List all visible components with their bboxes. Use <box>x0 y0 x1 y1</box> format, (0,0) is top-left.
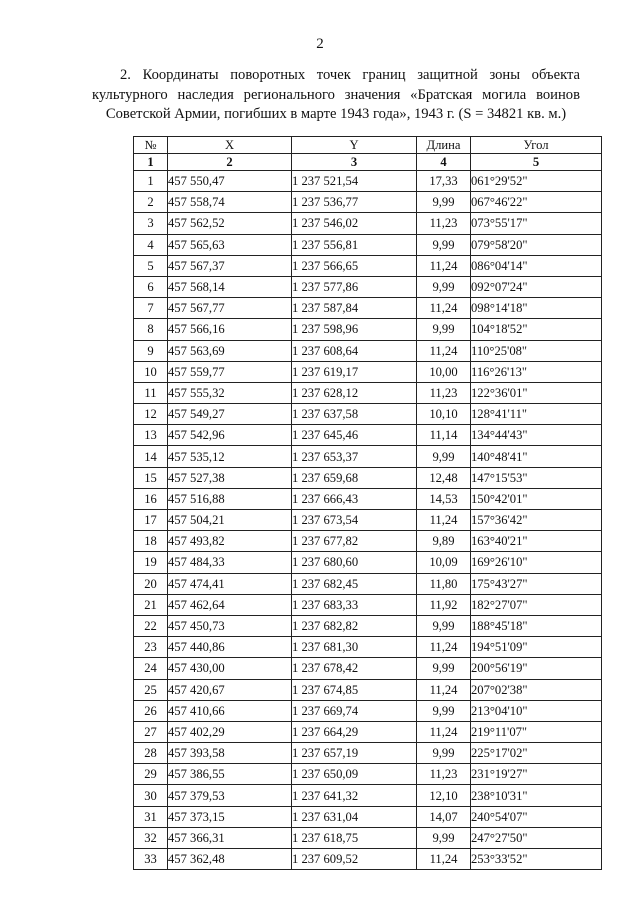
length-cell: 11,24 <box>417 721 471 742</box>
x-coordinate-cell: 457 527,38 <box>168 467 292 488</box>
x-coordinate-cell: 457 474,41 <box>168 573 292 594</box>
angle-cell: 194°51'09" <box>471 637 602 658</box>
y-coordinate-cell: 1 237 650,09 <box>292 764 417 785</box>
x-coordinate-cell: 457 462,64 <box>168 594 292 615</box>
angle-cell: 104°18'52" <box>471 319 602 340</box>
point-number-cell: 3 <box>134 213 168 234</box>
x-coordinate-cell: 457 366,31 <box>168 827 292 848</box>
angle-cell: 213°04'10" <box>471 700 602 721</box>
angle-cell: 140°48'41" <box>471 446 602 467</box>
angle-cell: 182°27'07" <box>471 594 602 615</box>
section-heading <box>92 66 580 125</box>
point-number-cell: 13 <box>134 425 168 446</box>
y-coordinate-cell: 1 237 577,86 <box>292 276 417 297</box>
angle-cell: 240°54'07" <box>471 806 602 827</box>
x-coordinate-cell: 457 558,74 <box>168 192 292 213</box>
point-number-cell: 16 <box>134 488 168 509</box>
point-number-cell: 25 <box>134 679 168 700</box>
x-coordinate-cell: 457 410,66 <box>168 700 292 721</box>
x-coordinate-cell: 457 550,47 <box>168 171 292 192</box>
point-number-cell: 23 <box>134 637 168 658</box>
point-number-cell: 1 <box>134 171 168 192</box>
x-coordinate-cell: 457 362,48 <box>168 849 292 870</box>
length-cell: 9,99 <box>417 276 471 297</box>
table-row <box>134 637 602 658</box>
x-coordinate-cell: 457 567,77 <box>168 298 292 319</box>
y-coordinate-cell: 1 237 645,46 <box>292 425 417 446</box>
length-cell: 9,99 <box>417 615 471 636</box>
x-coordinate-cell: 457 516,88 <box>168 488 292 509</box>
y-coordinate-cell: 1 237 536,77 <box>292 192 417 213</box>
index-cell: 5 <box>471 154 602 171</box>
angle-cell: 225°17'02" <box>471 743 602 764</box>
table-row <box>134 382 602 403</box>
angle-cell: 061°29'52" <box>471 171 602 192</box>
y-coordinate-cell: 1 237 657,19 <box>292 743 417 764</box>
x-coordinate-cell: 457 440,86 <box>168 637 292 658</box>
angle-cell: 122°36'01" <box>471 382 602 403</box>
angle-cell: 147°15'53" <box>471 467 602 488</box>
index-cell: 3 <box>292 154 417 171</box>
y-coordinate-cell: 1 237 637,58 <box>292 404 417 425</box>
angle-cell: 098°14'18" <box>471 298 602 319</box>
coordinates-table <box>133 136 602 870</box>
y-coordinate-cell: 1 237 682,45 <box>292 573 417 594</box>
point-number-cell: 14 <box>134 446 168 467</box>
table-row <box>134 192 602 213</box>
length-cell: 11,14 <box>417 425 471 446</box>
length-cell: 9,99 <box>417 446 471 467</box>
angle-cell: 086°04'14" <box>471 255 602 276</box>
table-header-row <box>134 137 602 154</box>
index-cell: 2 <box>168 154 292 171</box>
table-row <box>134 594 602 615</box>
table-row <box>134 849 602 870</box>
length-cell: 11,24 <box>417 679 471 700</box>
angle-cell: 079°58'20" <box>471 234 602 255</box>
x-coordinate-cell: 457 542,96 <box>168 425 292 446</box>
point-number-cell: 6 <box>134 276 168 297</box>
angle-cell: 169°26'10" <box>471 552 602 573</box>
table-index-row <box>134 154 602 171</box>
point-number-cell: 32 <box>134 827 168 848</box>
table-row <box>134 361 602 382</box>
x-coordinate-cell: 457 562,52 <box>168 213 292 234</box>
y-coordinate-cell: 1 237 608,64 <box>292 340 417 361</box>
table-row <box>134 319 602 340</box>
table-row <box>134 234 602 255</box>
angle-cell: 150°42'01" <box>471 488 602 509</box>
length-cell: 9,99 <box>417 743 471 764</box>
length-cell: 14,07 <box>417 806 471 827</box>
length-cell: 14,53 <box>417 488 471 509</box>
length-cell: 17,33 <box>417 171 471 192</box>
angle-cell: 073°55'17" <box>471 213 602 234</box>
table-row <box>134 446 602 467</box>
length-cell: 12,48 <box>417 467 471 488</box>
y-coordinate-cell: 1 237 628,12 <box>292 382 417 403</box>
length-cell: 9,99 <box>417 827 471 848</box>
header-number: № <box>134 137 168 154</box>
length-cell: 11,24 <box>417 849 471 870</box>
x-coordinate-cell: 457 563,69 <box>168 340 292 361</box>
point-number-cell: 27 <box>134 721 168 742</box>
table-row <box>134 785 602 806</box>
header-angle: Угол <box>471 137 602 154</box>
heading-line-1: 2. Координаты поворотных точек границ защитной зоны объекта <box>120 67 580 83</box>
x-coordinate-cell: 457 393,58 <box>168 743 292 764</box>
table-row <box>134 615 602 636</box>
length-cell: 11,23 <box>417 382 471 403</box>
point-number-cell: 26 <box>134 700 168 721</box>
y-coordinate-cell: 1 237 566,65 <box>292 255 417 276</box>
angle-cell: 207°02'38" <box>471 679 602 700</box>
angle-cell: 188°45'18" <box>471 615 602 636</box>
y-coordinate-cell: 1 237 631,04 <box>292 806 417 827</box>
angle-cell: 238°10'31" <box>471 785 602 806</box>
x-coordinate-cell: 457 535,12 <box>168 446 292 467</box>
table-row <box>134 552 602 573</box>
length-cell: 11,24 <box>417 255 471 276</box>
point-number-cell: 10 <box>134 361 168 382</box>
length-cell: 9,99 <box>417 319 471 340</box>
length-cell: 11,80 <box>417 573 471 594</box>
point-number-cell: 22 <box>134 615 168 636</box>
point-number-cell: 31 <box>134 806 168 827</box>
y-coordinate-cell: 1 237 618,75 <box>292 827 417 848</box>
point-number-cell: 29 <box>134 764 168 785</box>
index-cell: 1 <box>134 154 168 171</box>
y-coordinate-cell: 1 237 521,54 <box>292 171 417 192</box>
y-coordinate-cell: 1 237 680,60 <box>292 552 417 573</box>
y-coordinate-cell: 1 237 653,37 <box>292 446 417 467</box>
x-coordinate-cell: 457 566,16 <box>168 319 292 340</box>
heading-line-rest: культурного наследия регионального значения «Братская могила воинов Советской Армии, погибших в марте 1943 года», 1943 г. (S = 34821 кв. м.) <box>92 86 580 122</box>
x-coordinate-cell: 457 567,37 <box>168 255 292 276</box>
x-coordinate-cell: 457 568,14 <box>168 276 292 297</box>
x-coordinate-cell: 457 386,55 <box>168 764 292 785</box>
point-number-cell: 33 <box>134 849 168 870</box>
table-row <box>134 404 602 425</box>
table-row <box>134 806 602 827</box>
angle-cell: 128°41'11" <box>471 404 602 425</box>
length-cell: 9,99 <box>417 700 471 721</box>
point-number-cell: 28 <box>134 743 168 764</box>
y-coordinate-cell: 1 237 666,43 <box>292 488 417 509</box>
x-coordinate-cell: 457 373,15 <box>168 806 292 827</box>
point-number-cell: 17 <box>134 510 168 531</box>
table-row <box>134 764 602 785</box>
angle-cell: 134°44'43" <box>471 425 602 446</box>
x-coordinate-cell: 457 555,32 <box>168 382 292 403</box>
point-number-cell: 20 <box>134 573 168 594</box>
table-row <box>134 276 602 297</box>
y-coordinate-cell: 1 237 682,82 <box>292 615 417 636</box>
y-coordinate-cell: 1 237 669,74 <box>292 700 417 721</box>
length-cell: 12,10 <box>417 785 471 806</box>
length-cell: 9,99 <box>417 234 471 255</box>
length-cell: 11,92 <box>417 594 471 615</box>
point-number-cell: 11 <box>134 382 168 403</box>
length-cell: 11,24 <box>417 340 471 361</box>
y-coordinate-cell: 1 237 683,33 <box>292 594 417 615</box>
table-row <box>134 531 602 552</box>
y-coordinate-cell: 1 237 681,30 <box>292 637 417 658</box>
length-cell: 9,99 <box>417 192 471 213</box>
length-cell: 10,00 <box>417 361 471 382</box>
y-coordinate-cell: 1 237 556,81 <box>292 234 417 255</box>
x-coordinate-cell: 457 420,67 <box>168 679 292 700</box>
y-coordinate-cell: 1 237 677,82 <box>292 531 417 552</box>
index-cell: 4 <box>417 154 471 171</box>
table-row <box>134 827 602 848</box>
y-coordinate-cell: 1 237 546,02 <box>292 213 417 234</box>
y-coordinate-cell: 1 237 664,29 <box>292 721 417 742</box>
header-y: Y <box>292 137 417 154</box>
point-number-cell: 15 <box>134 467 168 488</box>
y-coordinate-cell: 1 237 674,85 <box>292 679 417 700</box>
point-number-cell: 9 <box>134 340 168 361</box>
angle-cell: 175°43'27" <box>471 573 602 594</box>
length-cell: 11,24 <box>417 637 471 658</box>
angle-cell: 067°46'22" <box>471 192 602 213</box>
point-number-cell: 2 <box>134 192 168 213</box>
x-coordinate-cell: 457 484,33 <box>168 552 292 573</box>
page-number: 2 <box>316 36 324 52</box>
x-coordinate-cell: 457 402,29 <box>168 721 292 742</box>
angle-cell: 116°26'13" <box>471 361 602 382</box>
angle-cell: 219°11'07" <box>471 721 602 742</box>
table-row <box>134 510 602 531</box>
point-number-cell: 7 <box>134 298 168 319</box>
angle-cell: 231°19'27" <box>471 764 602 785</box>
header-x: X <box>168 137 292 154</box>
point-number-cell: 4 <box>134 234 168 255</box>
table-row <box>134 721 602 742</box>
table-row <box>134 573 602 594</box>
table-row <box>134 213 602 234</box>
table-row <box>134 467 602 488</box>
angle-cell: 247°27'50" <box>471 827 602 848</box>
table-row <box>134 679 602 700</box>
y-coordinate-cell: 1 237 587,84 <box>292 298 417 319</box>
header-length: Длина <box>417 137 471 154</box>
point-number-cell: 5 <box>134 255 168 276</box>
y-coordinate-cell: 1 237 598,96 <box>292 319 417 340</box>
angle-cell: 110°25'08" <box>471 340 602 361</box>
x-coordinate-cell: 457 565,63 <box>168 234 292 255</box>
length-cell: 9,89 <box>417 531 471 552</box>
angle-cell: 200°56'19" <box>471 658 602 679</box>
x-coordinate-cell: 457 493,82 <box>168 531 292 552</box>
length-cell: 11,23 <box>417 764 471 785</box>
table-row <box>134 743 602 764</box>
angle-cell: 253°33'52" <box>471 849 602 870</box>
length-cell: 10,10 <box>417 404 471 425</box>
y-coordinate-cell: 1 237 641,32 <box>292 785 417 806</box>
table-row <box>134 658 602 679</box>
point-number-cell: 24 <box>134 658 168 679</box>
angle-cell: 163°40'21" <box>471 531 602 552</box>
angle-cell: 157°36'42" <box>471 510 602 531</box>
y-coordinate-cell: 1 237 609,52 <box>292 849 417 870</box>
length-cell: 10,09 <box>417 552 471 573</box>
point-number-cell: 21 <box>134 594 168 615</box>
x-coordinate-cell: 457 379,53 <box>168 785 292 806</box>
y-coordinate-cell: 1 237 659,68 <box>292 467 417 488</box>
point-number-cell: 8 <box>134 319 168 340</box>
y-coordinate-cell: 1 237 673,54 <box>292 510 417 531</box>
y-coordinate-cell: 1 237 678,42 <box>292 658 417 679</box>
table-row <box>134 255 602 276</box>
x-coordinate-cell: 457 430,00 <box>168 658 292 679</box>
length-cell: 11,23 <box>417 213 471 234</box>
point-number-cell: 12 <box>134 404 168 425</box>
x-coordinate-cell: 457 559,77 <box>168 361 292 382</box>
length-cell: 9,99 <box>417 658 471 679</box>
length-cell: 11,24 <box>417 510 471 531</box>
angle-cell: 092°07'24" <box>471 276 602 297</box>
x-coordinate-cell: 457 450,73 <box>168 615 292 636</box>
x-coordinate-cell: 457 549,27 <box>168 404 292 425</box>
y-coordinate-cell: 1 237 619,17 <box>292 361 417 382</box>
table-row <box>134 171 602 192</box>
x-coordinate-cell: 457 504,21 <box>168 510 292 531</box>
point-number-cell: 30 <box>134 785 168 806</box>
length-cell: 11,24 <box>417 298 471 319</box>
table-body <box>134 171 602 870</box>
point-number-cell: 19 <box>134 552 168 573</box>
table-row <box>134 298 602 319</box>
table-row <box>134 488 602 509</box>
table-row <box>134 425 602 446</box>
table-row <box>134 340 602 361</box>
table-row <box>134 700 602 721</box>
point-number-cell: 18 <box>134 531 168 552</box>
